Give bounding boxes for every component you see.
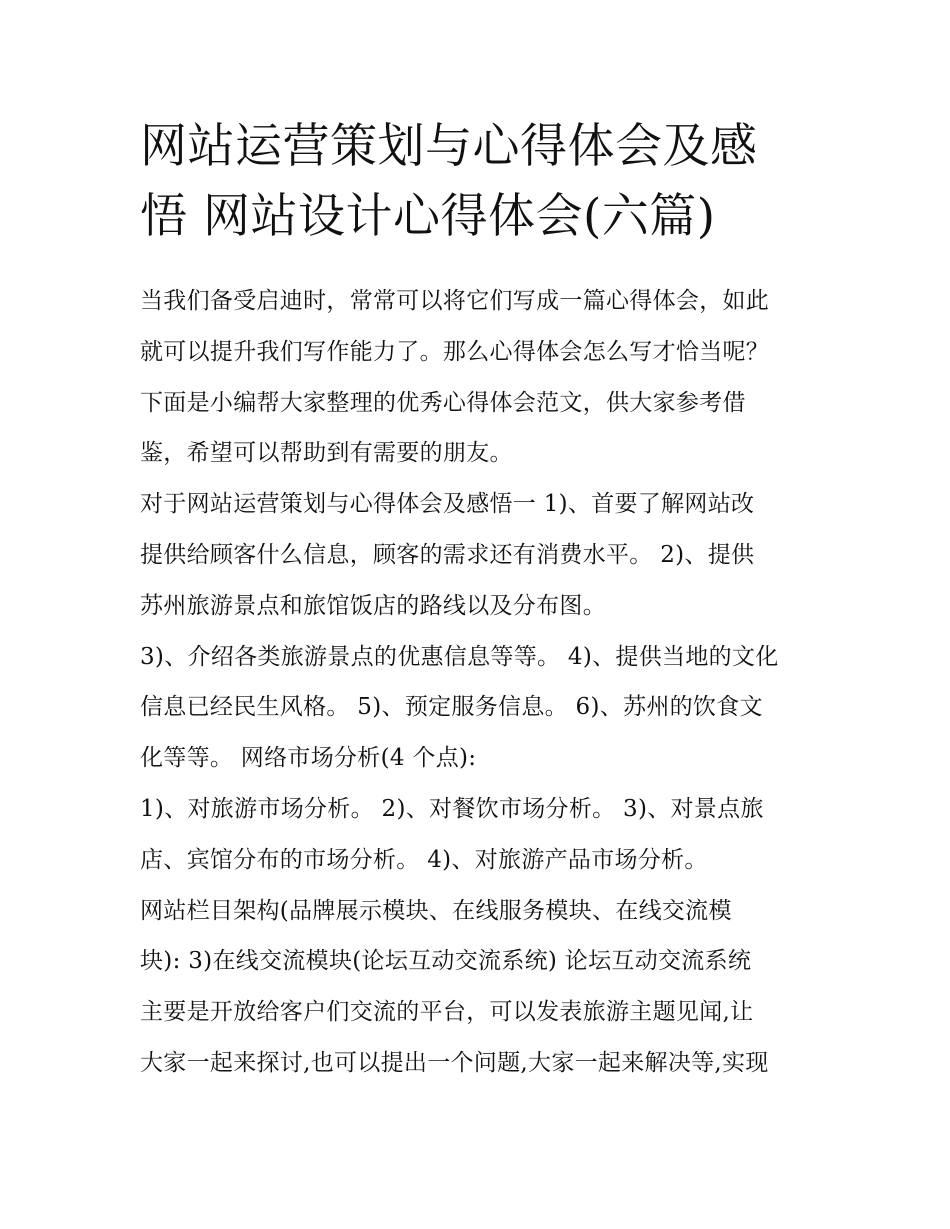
title-line: 网站运营策划与心得体会及感 [140,119,758,174]
text-line: 店、宾馆分布的市场分析。 4)、对旅游产品市场分析。 [140,846,708,873]
text-line: 3)、介绍各类旅游景点的优惠信息等等。 4)、提供当地的文化 [140,643,779,670]
text-line: 就可以提升我们写作能力了。那么心得体会怎么写才恰当呢？ [140,338,770,365]
document-title [140,112,820,252]
text-line: 鉴，希望可以帮助到有需要的朋友。 [140,440,513,467]
body-paragraph [140,632,820,784]
text-line: 大家一起来探讨,也可以提出一个问题,大家一起来解决等,实现 [140,1049,769,1076]
text-line: 化等等。 网络市场分析(4 个点): [140,745,477,772]
text-line: 信息已经民生风格。 5)、预定服务信息。 6)、苏州的饮食文 [140,694,763,721]
text-line: 下面是小编帮大家整理的优秀心得体会范文，供大家参考借 [140,389,746,416]
text-line: 当我们备受启迪时，常常可以将它们写成一篇心得体会，如此 [140,288,770,314]
body-paragraph [140,784,820,886]
title-line: 悟 网站设计心得体会(六篇) [140,189,716,244]
text-line: 块): 3)在线交流模块(论坛互动交流系统) 论坛互动交流系统 [140,948,752,975]
text-line: 苏州旅游景点和旅馆饭店的路线以及分布图。 [140,592,606,619]
body-paragraph [140,886,820,1089]
document-page [140,112,820,1089]
text-line: 主要是开放给客户们交流的平台，可以发表旅游主题见闻,让 [140,999,754,1026]
text-line: 1)、对旅游市场分析。 2)、对餐饮市场分析。 3)、对景点旅 [140,795,764,822]
text-line: 提供给顾客什么信息，顾客的需求还有消费水平。 2)、提供 [140,541,755,568]
intro-paragraph [140,276,820,479]
text-line: 对于网站运营策划与心得体会及感悟一 1)、首要了解网站改 [140,491,755,518]
text-line: 网站栏目架构(品牌展示模块、在线服务模块、在线交流模 [140,897,732,924]
body-paragraph [140,479,820,631]
